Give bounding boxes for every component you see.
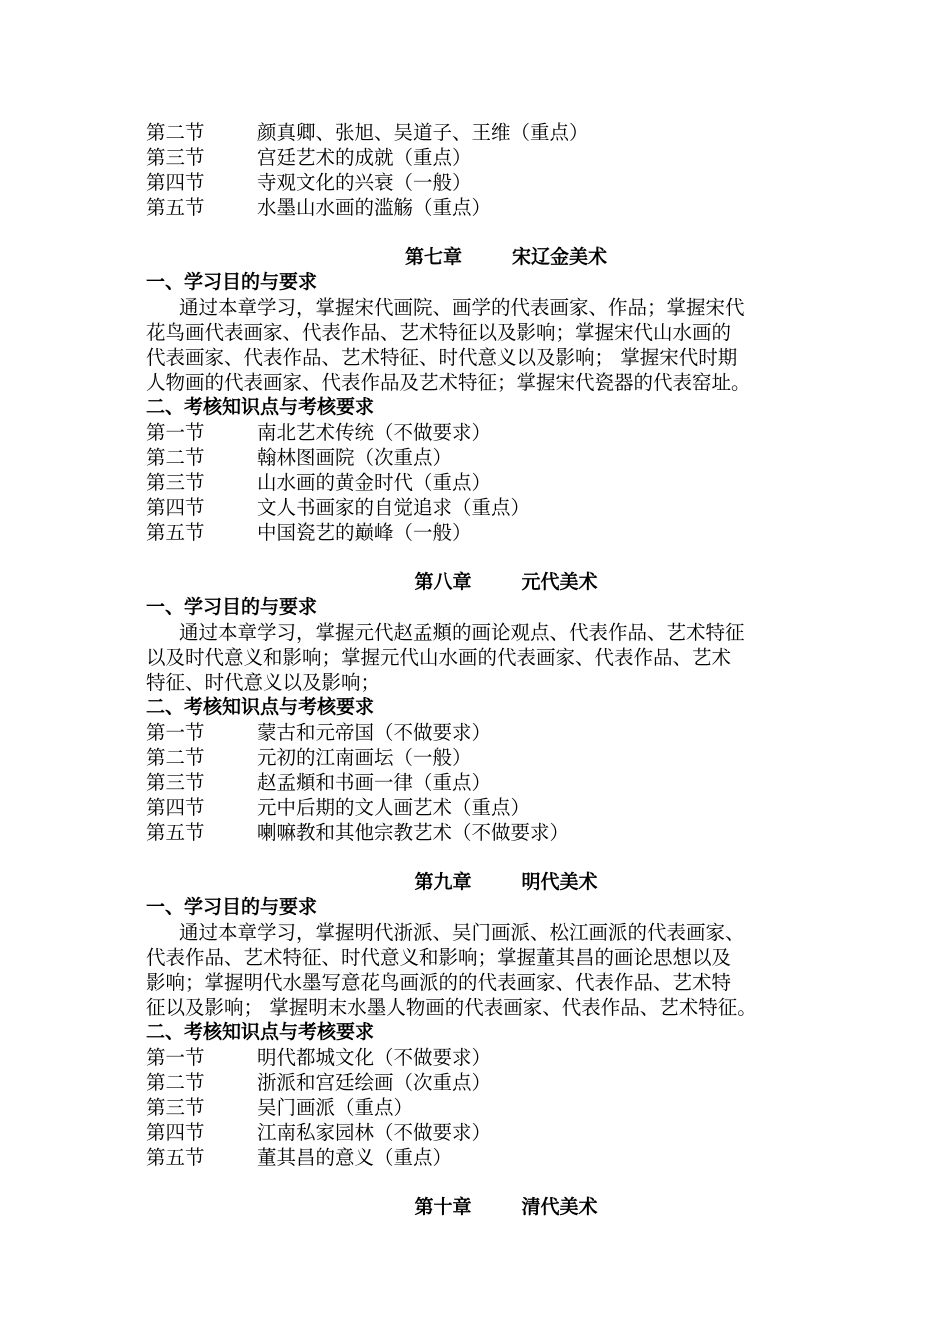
section-title: 董其昌的意义（重点） [257,1146,453,1169]
section-item [146,720,836,745]
section-number: 第一节 [146,421,205,444]
section-title: 吴门画派（重点） [257,1096,414,1119]
chapter-title: 明代美术 [521,871,598,893]
section-item [146,145,836,170]
section-number: 第三节 [146,771,205,794]
section-item [146,445,836,470]
section-number: 第二节 [146,121,205,144]
points-heading: 二、考核知识点与考核要求 [146,696,375,718]
section-number: 第四节 [146,171,205,194]
section-item [146,820,836,845]
section-item [146,745,836,770]
paragraph-line: 代表作品、艺术特征、时代意义和影响；掌握董其昌的画论思想以及 [146,946,732,969]
section-title: 元中后期的文人画艺术（重点） [257,796,531,819]
section-title: 浙派和宫廷绘画（次重点） [257,1071,492,1094]
section-item [146,795,836,820]
section-item [146,170,836,195]
section-number: 第三节 [146,146,205,169]
section-number: 第五节 [146,196,205,219]
section-item [146,1045,836,1070]
document-body [146,120,836,1220]
section-title: 水墨山水画的滥觞（重点） [257,196,492,219]
chapter-title: 元代美术 [521,571,598,593]
chapter-heading [146,1195,836,1220]
section-title: 喇嘛教和其他宗教艺术（不做要求） [257,821,570,844]
section-title: 文人书画家的自觉追求（重点） [257,496,531,519]
section-number: 第三节 [146,1096,205,1119]
chapter-heading [146,570,836,595]
paragraph-line: 人物画的代表画家、代表作品及艺术特征；掌握宋代瓷器的代表窑址。 [146,371,751,394]
section-number: 第二节 [146,1071,205,1094]
section-title: 寺观文化的兴衰（一般） [257,171,472,194]
section-item [146,1095,836,1120]
section-item [146,120,836,145]
section-number: 第五节 [146,521,205,544]
paragraph-line: 特征、时代意义以及影响； [146,671,381,694]
goal-paragraph [146,620,836,695]
chapter-10 [146,1170,836,1220]
paragraph-line: 花鸟画代表画家、代表作品、艺术特征以及影响；掌握宋代山水画的 [146,321,732,344]
chapter-7 [146,220,836,545]
paragraph-line: 代表画家、代表作品、艺术特征、时代意义以及影响； 掌握宋代时期 [146,346,738,369]
section-number: 第四节 [146,496,205,519]
chapter-number: 第九章 [414,871,472,893]
goal-paragraph [146,920,836,1020]
section-number: 第二节 [146,746,205,769]
section-number: 第四节 [146,796,205,819]
section-title: 赵孟頫和书画一律（重点） [257,771,492,794]
points-heading: 二、考核知识点与考核要求 [146,1021,375,1043]
chapter-9 [146,845,836,1170]
section-title: 翰林图画院（次重点） [257,446,453,469]
section-item [146,1070,836,1095]
section-item [146,495,836,520]
section-title: 宫廷艺术的成就（重点） [257,146,472,169]
section-title: 蒙古和元帝国（不做要求） [257,721,492,744]
section-title: 颜真卿、张旭、吴道子、王维（重点） [257,121,589,144]
section-title: 明代都城文化（不做要求） [257,1046,492,1069]
paragraph-line: 通过本章学习，掌握明代浙派、吴门画派、松江画派的代表画家、 [179,921,745,944]
chapter-8 [146,545,836,845]
section-number: 第一节 [146,721,205,744]
section-title: 南北艺术传统（不做要求） [257,421,492,444]
section-item [146,195,836,220]
goal-heading: 一、学习目的与要求 [146,896,318,918]
paragraph-line: 以及时代意义和影响；掌握元代山水画的代表画家、代表作品、艺术 [146,646,732,669]
section-item [146,420,836,445]
chapter-title: 清代美术 [521,1196,598,1218]
section-item [146,520,836,545]
goal-heading: 一、学习目的与要求 [146,596,318,618]
chapter-title: 宋辽金美术 [512,246,608,268]
chapter-number: 第八章 [414,571,472,593]
section-title: 中国瓷艺的巅峰（一般） [257,521,472,544]
section-number: 第二节 [146,446,205,469]
section-item [146,470,836,495]
paragraph-line: 征以及影响； 掌握明末水墨人物画的代表画家、代表作品、艺术特征。 [146,996,757,1019]
chapter-number: 第七章 [404,246,462,268]
section-number: 第三节 [146,471,205,494]
paragraph-line: 影响；掌握明代水墨写意花鸟画派的的代表画家、代表作品、艺术特 [146,971,732,994]
section-number: 第五节 [146,821,205,844]
paragraph-line: 通过本章学习，掌握宋代画院、画学的代表画家、作品；掌握宋代 [179,296,745,319]
section-number: 第五节 [146,1146,205,1169]
goal-paragraph [146,295,836,395]
chapter-heading [146,245,836,270]
section-item [146,1145,836,1170]
section-number: 第一节 [146,1046,205,1069]
paragraph-line: 通过本章学习，掌握元代赵孟頫的画论观点、代表作品、艺术特征 [179,621,745,644]
points-heading: 二、考核知识点与考核要求 [146,396,375,418]
goal-heading: 一、学习目的与要求 [146,271,318,293]
section-title: 江南私家园林（不做要求） [257,1121,492,1144]
section-title: 山水画的黄金时代（重点） [257,471,492,494]
section-title: 元初的江南画坛（一般） [257,746,472,769]
intro-section-list [146,120,836,220]
chapter-heading [146,870,836,895]
section-item [146,1120,836,1145]
chapter-number: 第十章 [414,1196,472,1218]
section-item [146,770,836,795]
section-number: 第四节 [146,1121,205,1144]
